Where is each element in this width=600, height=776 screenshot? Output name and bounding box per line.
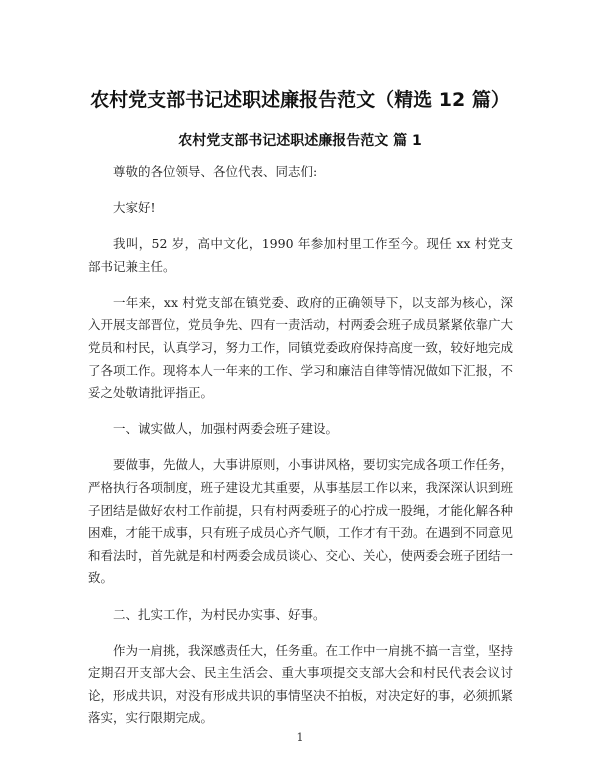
paragraph: 一年来，xx 村党支部在镇党委、政府的正确领导下，以支部为核心，深入开展支部晋位，党员争先、四有一责活动，村两委会班子成员紧紧依靠广大党员和村民，认真学习，努力工作，同镇党委政府保持高度一致，较好地完成了各项工作。现将本人一年来的工作、学习和廉洁自律等情况做如下汇报，不妥之处敬请批评指正。 [88,294,514,401]
section-heading: 二、扎实工作，为村民办实事、好事。 [113,606,326,622]
paragraph: 我叫，52 岁，高中文化，1990 年参加村里工作至今。现任 xx 村党支部书记兼主任。 [88,236,513,274]
paragraph: 作为一肩挑，我深感责任大，任务重。在工作中一肩挑不搞一言堂，坚持定期召开支部大会、民主生活会、重大事项提交支部大会和村民代表会议讨论，形成共识，对没有形成共识的事情坚决不拍板，对决定好的事，必须抓紧落实，实行限期完成。 [88,642,514,726]
section-heading: 一、诚实做人，加强村两委会班子建设。 [113,421,339,437]
document-body [88,161,513,743]
page-number: 1 [296,731,304,744]
greeting: 大家好! [113,200,156,216]
document-title: 农村党支部书记述职述廉报告范文（精选 12 篇） [90,89,510,111]
salutation: 尊敬的各位领导、各位代表、同志们: [113,164,318,179]
section-title: 农村党支部书记述职述廉报告范文 篇 1 [178,133,422,149]
paragraph: 要做事，先做人，大事讲原则，小事讲风格，要切实完成各项工作任务，严格执行各项制度，班子建设尤其重要，从事基层工作以来，我深深认识到班子团结是做好农村工作前提，只有村两委班子的心拧成一股绳，才能化解各种困难，才能干成事，只有班子成员心齐气顺，工作才有干劲。在遇到不同意见和看法时，首先就是和村两委会成员谈心、交心、关心，使两委会班子团结一致。 [88,457,514,586]
